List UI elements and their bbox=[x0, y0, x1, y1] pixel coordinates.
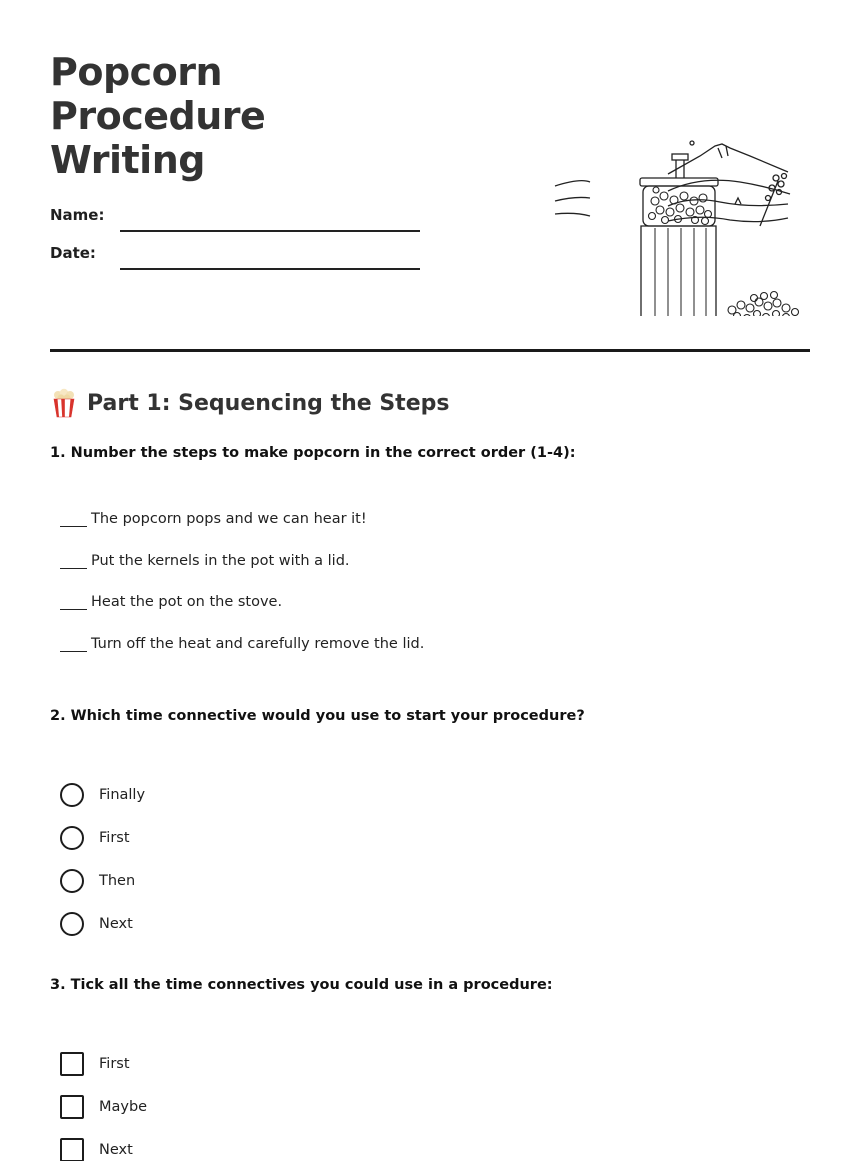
step-number-blank[interactable] bbox=[60, 594, 87, 610]
step-number-blank[interactable] bbox=[60, 511, 87, 527]
radio-option-next bbox=[60, 902, 145, 945]
step-text: Put the kernels in the pot with a lid. bbox=[91, 552, 350, 569]
checkbox-group-time-connectives bbox=[60, 1042, 147, 1161]
checkbox[interactable] bbox=[60, 1138, 84, 1161]
radio-option-finally bbox=[60, 773, 145, 816]
radio-label: First bbox=[99, 829, 130, 846]
radio-label: Then bbox=[99, 872, 136, 889]
step-text: The popcorn pops and we can hear it! bbox=[91, 511, 367, 527]
worksheet-header bbox=[50, 50, 810, 350]
date-input-line[interactable] bbox=[120, 268, 420, 270]
sequence-steps-list bbox=[60, 511, 424, 678]
section-title-part1 bbox=[50, 388, 449, 418]
step-text: Turn off the heat and carefully remove the lid. bbox=[91, 636, 425, 653]
popcorn-machine-illustration bbox=[550, 86, 800, 316]
date-label: Date: bbox=[50, 244, 96, 262]
step-text: Heat the pot on the stove. bbox=[91, 594, 283, 611]
checkbox[interactable] bbox=[60, 1095, 84, 1119]
radio-button[interactable] bbox=[60, 783, 84, 807]
radio-label: Finally bbox=[99, 786, 146, 803]
checkbox-option-first bbox=[60, 1042, 147, 1085]
list-item bbox=[60, 553, 424, 595]
radio-group-time-connective bbox=[60, 773, 145, 945]
step-number-blank[interactable] bbox=[60, 636, 87, 652]
step-number-blank[interactable] bbox=[60, 553, 87, 569]
list-item bbox=[60, 636, 424, 678]
popcorn-icon bbox=[50, 388, 78, 418]
radio-button[interactable] bbox=[60, 912, 84, 936]
question-2-prompt: 2. Which time connective would you use to start your procedure? bbox=[50, 708, 585, 724]
name-label: Name: bbox=[50, 206, 105, 224]
list-item bbox=[60, 511, 424, 553]
section-title-text: Part 1: Sequencing the Steps bbox=[87, 390, 450, 416]
page-title: Popcorn Procedure Writing bbox=[50, 50, 266, 182]
radio-option-first bbox=[60, 816, 145, 859]
header-divider bbox=[50, 349, 810, 352]
list-item bbox=[60, 594, 424, 636]
radio-label: Next bbox=[99, 915, 133, 932]
question-3-prompt: 3. Tick all the time connectives you could use in a procedure: bbox=[50, 977, 553, 993]
checkbox-label: Maybe bbox=[99, 1098, 148, 1115]
name-input-line[interactable] bbox=[120, 230, 420, 232]
checkbox-label: Next bbox=[99, 1141, 133, 1158]
radio-button[interactable] bbox=[60, 869, 84, 893]
question-1-prompt: 1. Number the steps to make popcorn in the correct order (1-4): bbox=[50, 445, 576, 461]
checkbox[interactable] bbox=[60, 1052, 84, 1076]
radio-button[interactable] bbox=[60, 826, 84, 850]
checkbox-option-maybe bbox=[60, 1085, 147, 1128]
radio-option-then bbox=[60, 859, 145, 902]
checkbox-label: First bbox=[99, 1055, 130, 1072]
checkbox-option-next bbox=[60, 1128, 147, 1161]
